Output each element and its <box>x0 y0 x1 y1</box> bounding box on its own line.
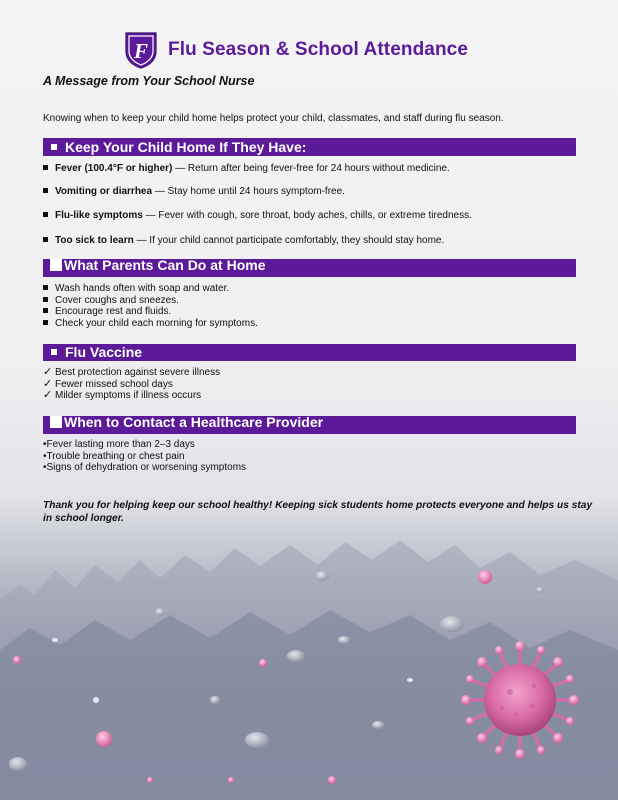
section-header-keep-home: Keep Your Child Home If They Have: <box>43 138 576 156</box>
list-item: Fever (100.4°F or higher) — Return after being fever-free for 24 hours without medicine. <box>43 163 450 174</box>
list-item: Cover coughs and sneezes. <box>43 295 258 307</box>
section-header-parents: What Parents Can Do at Home <box>43 259 576 277</box>
school-crest-icon <box>124 31 158 69</box>
list-item: Check your child each morning for symptoms. <box>43 318 258 330</box>
list-item: Encourage rest and fluids. <box>43 306 258 318</box>
list-item: •Trouble breathing or chest pain <box>43 450 185 462</box>
intro-text: Knowing when to keep your child home helps protect your child, classmates, and staff during flu season. <box>43 113 504 124</box>
list-item: ✓ Best protection against severe illness <box>43 366 221 378</box>
page-title: Flu Season & School Attendance <box>168 39 469 60</box>
square-bullet-icon <box>43 285 48 290</box>
list-item: Vomiting or diarrhea — Stay home until 24 hours symptom-free. <box>43 186 345 197</box>
list-item: ✓ Fewer missed school days <box>43 377 173 390</box>
closing-message: Thank you for helping keep our school healthy! Keeping sick students home protects everyone and helps us stay in school longer. <box>43 500 593 524</box>
list-item: •Fever lasting more than 2–3 days <box>43 439 195 450</box>
square-bullet-icon <box>43 212 48 217</box>
list-item: •Signs of dehydration or worsening symptoms <box>43 462 247 473</box>
list-item: Wash hands often with soap and water. <box>43 283 258 295</box>
square-bullet-icon <box>43 297 48 302</box>
checkmark-icon: ✓ <box>43 377 53 390</box>
square-bullet-icon <box>43 188 48 193</box>
section-header-vaccine: Flu Vaccine <box>43 344 576 361</box>
square-bullet-icon <box>50 259 62 271</box>
section-header-contact: When to Contact a Healthcare Provider <box>43 416 576 434</box>
square-bullet-icon <box>50 416 62 428</box>
subtitle: A Message from Your School Nurse <box>43 74 255 88</box>
square-bullet-icon <box>51 349 57 355</box>
svg-text:F: F <box>133 39 149 63</box>
checkmark-icon: ✓ <box>43 366 53 378</box>
header <box>124 30 468 70</box>
parents-list <box>43 283 258 329</box>
vaccine-list <box>43 367 220 402</box>
square-bullet-icon <box>51 144 57 150</box>
square-bullet-icon <box>43 308 48 313</box>
square-bullet-icon <box>43 320 48 325</box>
contact-list <box>43 439 246 474</box>
checkmark-icon: ✓ <box>43 389 53 401</box>
square-bullet-icon <box>43 165 48 170</box>
square-bullet-icon <box>43 237 48 242</box>
list-item: Too sick to learn — If your child cannot participate comfortably, they should stay home. <box>43 235 444 246</box>
list-item: ✓ Milder symptoms if illness occurs <box>43 389 202 401</box>
list-item: Flu-like symptoms — Fever with cough, sore throat, body aches, chills, or extreme tiredness. <box>43 210 472 221</box>
